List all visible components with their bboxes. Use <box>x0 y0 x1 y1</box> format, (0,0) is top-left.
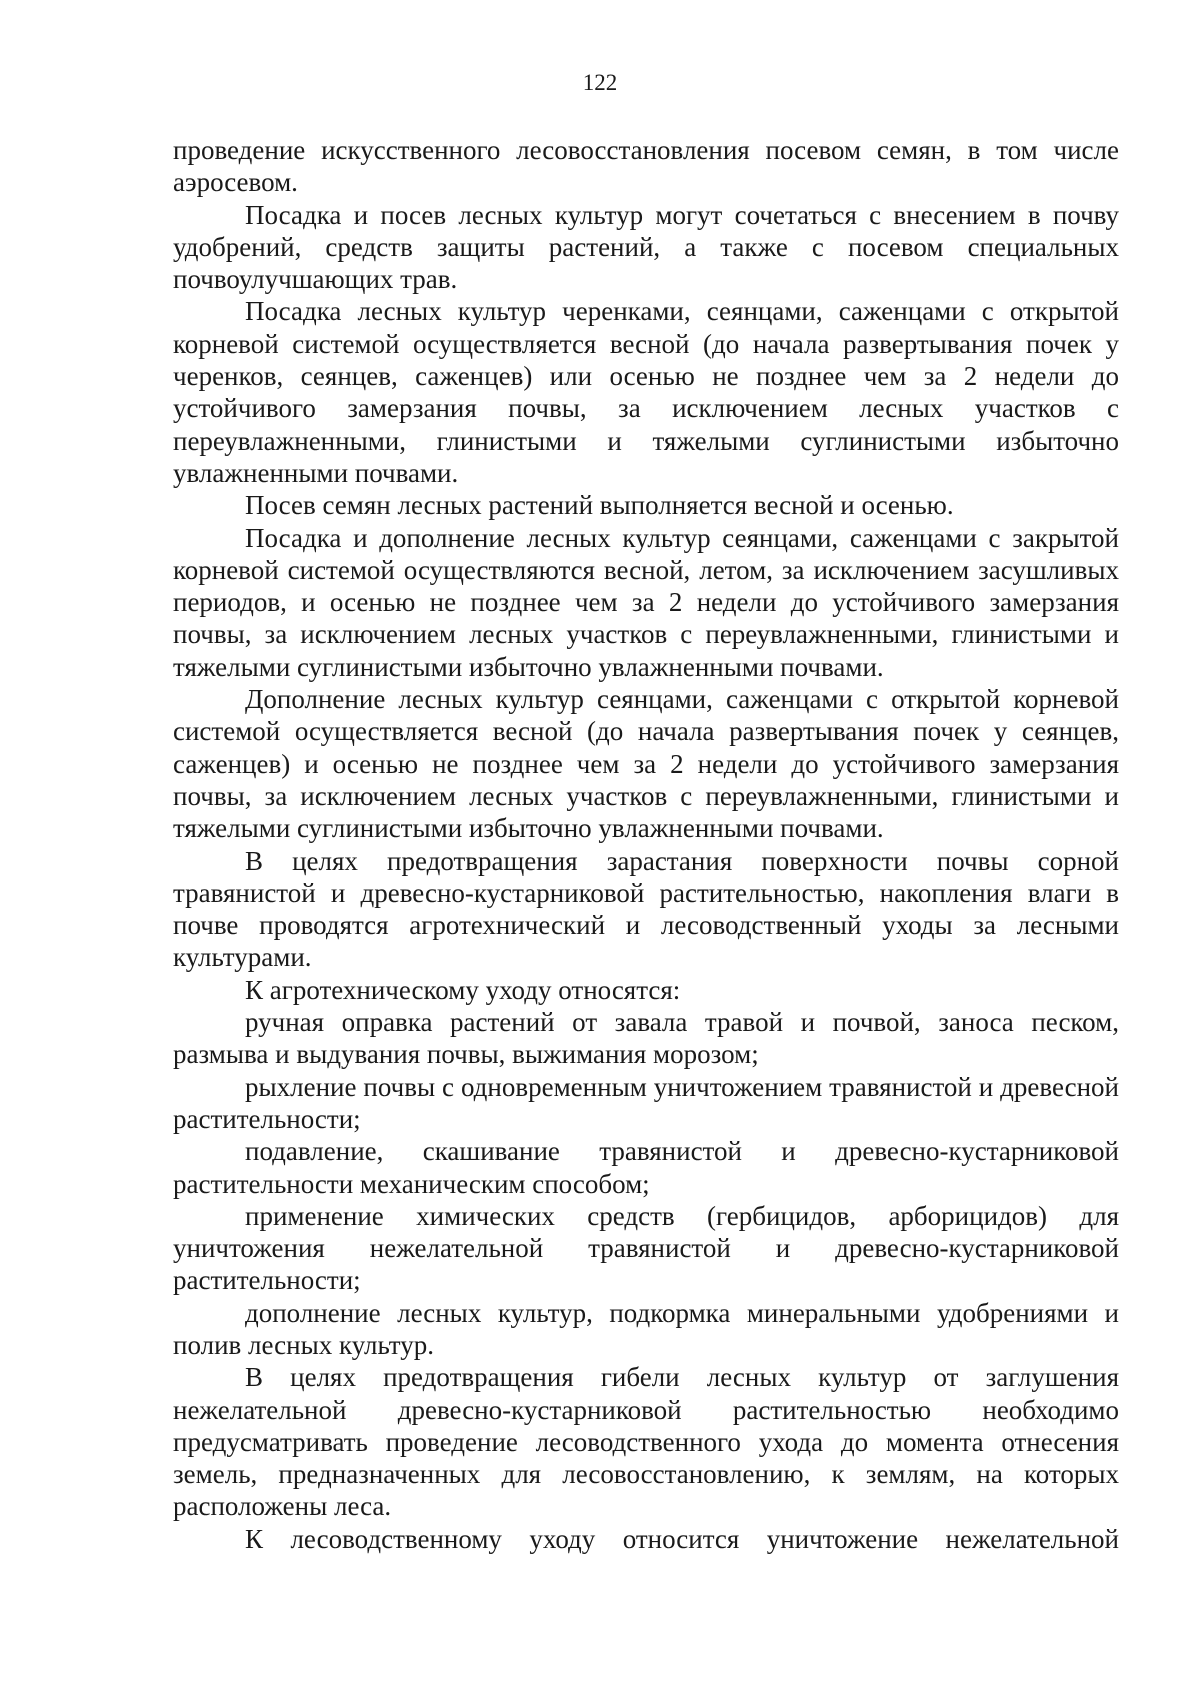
paragraph-7: В целях предотвращения зарастания поверхности почвы сорной травянистой и древесно-кустарниковой растительностью, накопления влаги в почве проводятся агротехнический и лесоводственный уходы за лесными культурами. <box>173 845 1119 973</box>
list-item-1: ручная оправка растений от завала травой и почвой, заноса песком, размыва и выдувания почвы, выжимания морозом; <box>173 1007 1119 1070</box>
paragraph-10: К лесоводственному уходу относится уничтожение нежелательной <box>245 1523 1119 1554</box>
paragraph-1: проведение искусственного лесовосстановления посевом семян, в том числе аэросевом. <box>173 135 1119 198</box>
list-item-2: рыхление почвы с одновременным уничтожением травянистой и древесной растительности; <box>173 1071 1119 1134</box>
paragraph-8: К агротехническому уходу относятся: <box>245 974 681 1005</box>
paragraph-6: Дополнение лесных культур сеянцами, саженцами с открытой корневой системой осуществляется весной (до начала развертывания почек у сеянцев, саженцев) и осенью не позднее чем за 2 недели до устойчивого замерзания почвы, за исключением лесных участков с переувлажненными, глинистыми и тяжелыми суглинистыми избыточно увлажненными почвами. <box>173 684 1119 844</box>
paragraph-9: В целях предотвращения гибели лесных культур от заглушения нежелательной древесно-кустарниковой растительностью необходимо предусматривать проведение лесоводственного ухода до момента отнесения земель, предназначенных для лесовосстановлению, к землям, на которых расположены леса. <box>173 1362 1119 1522</box>
list-item-3: подавление, скашивание травянистой и древесно-кустарниковой растительности механическим способом; <box>173 1136 1119 1199</box>
paragraph-4: Посев семян лесных растений выполняется весной и осенью. <box>245 490 954 521</box>
list-item-4: применение химических средств (гербицидов, арборицидов) для уничтожения нежелательной травянистой и древесно-кустарниковой растительности; <box>173 1200 1119 1296</box>
paragraph-2: Посадка и посев лесных культур могут сочетаться с внесением в почву удобрений, средств защиты растений, а также с посевом специальных почвоулучшающих трав. <box>173 199 1119 295</box>
page-number: 122 <box>582 70 618 95</box>
list-item-5: дополнение лесных культур, подкормка минеральными удобрениями и полив лесных культур. <box>173 1297 1119 1360</box>
paragraph-3: Посадка лесных культур черенками, сеянцами, саженцами с открытой корневой системой осуществляется весной (до начала развертывания почек у черенков, сеянцев, саженцев) или осенью не позднее чем за 2 недели до устойчивого замерзания почвы, за исключением лесных участков с переувлажненными, глинистыми и тяжелыми суглинистыми избыточно увлажненными почвами. <box>173 296 1119 488</box>
document-body <box>173 134 1119 1555</box>
paragraph-5: Посадка и дополнение лесных культур сеянцами, саженцами с закрытой корневой системой осуществляются весной, летом, за исключением засушливых периодов, и осенью не позднее чем за 2 недели до устойчивого замерзания почвы, за исключением лесных участков с переувлажненными, глинистыми и тяжелыми суглинистыми избыточно увлажненными почвами. <box>173 522 1119 682</box>
